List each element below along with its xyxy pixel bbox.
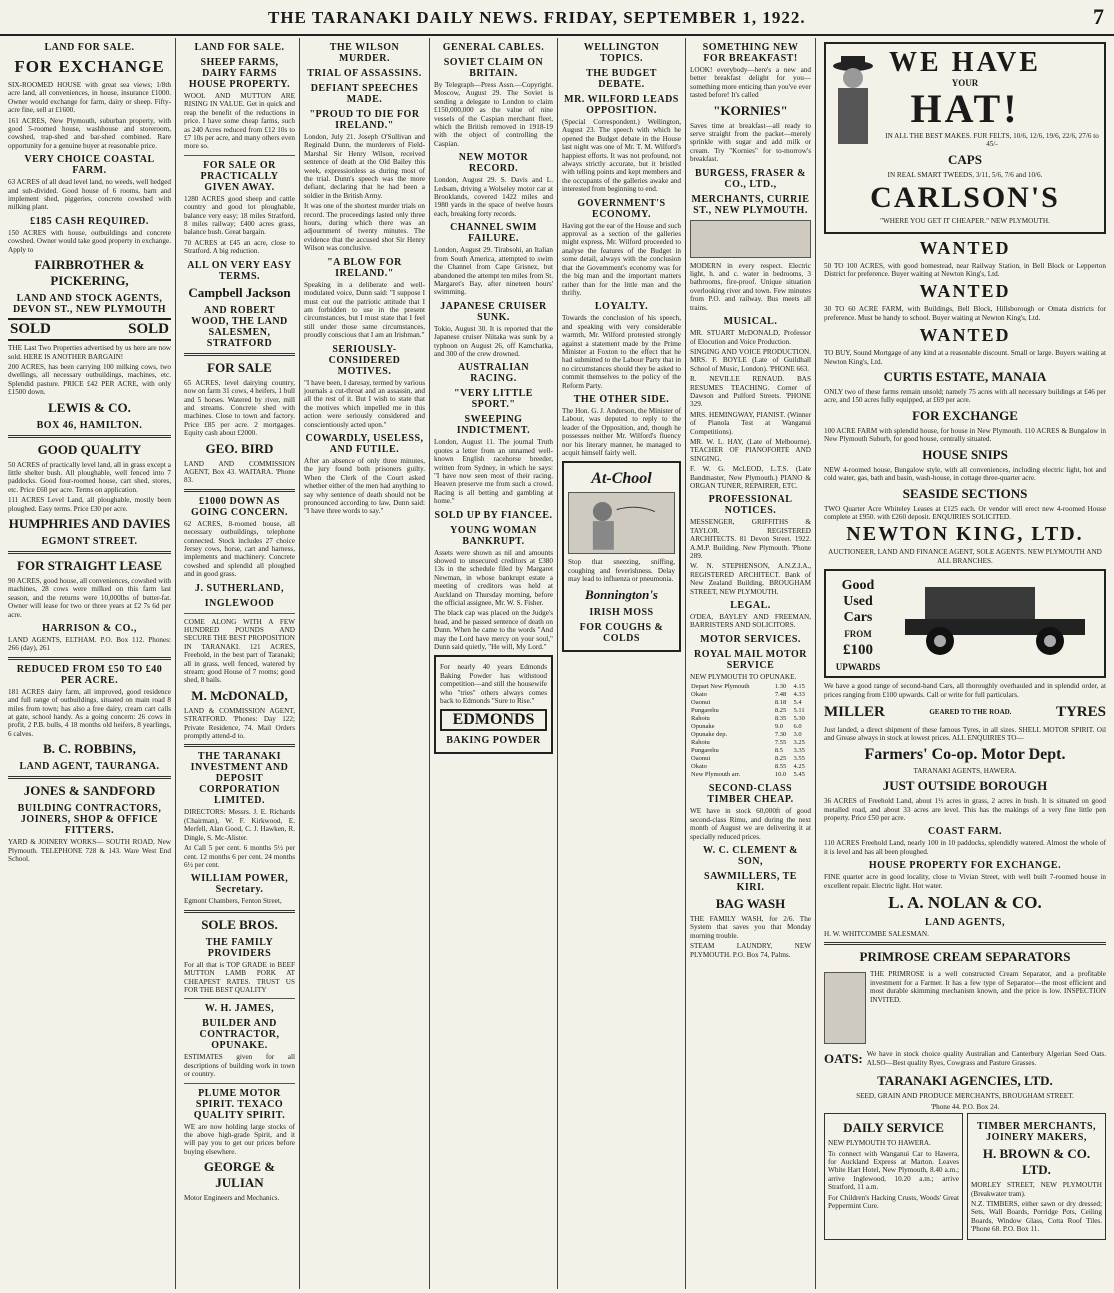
timetable-cell: 4.25 bbox=[793, 763, 805, 771]
article-subhead: "A BLOW FOR IRELAND." bbox=[327, 256, 402, 279]
ad-title: ROYAL MAIL MOTOR SERVICE bbox=[693, 648, 808, 671]
agent-address: LAND AND STOCK AGENTS, DEVON ST., NEW PLYMOUTH bbox=[12, 293, 167, 316]
agent-address: STEAM LAUNDRY, NEW PLYMOUTH. P.O. Box 74, Palms. bbox=[690, 942, 811, 959]
agent-name: Campbell Jackson bbox=[188, 284, 291, 300]
ad-body: YARD & JOINERY WORKS— SOUTH ROAD, New Plymouth. TELEPHONE 728 & 143. Ware West End School. bbox=[8, 838, 171, 864]
timetable-cell: 8.25 bbox=[774, 755, 787, 763]
agent-address: MORLEY STREET, NEW PLYMOUTH (Breakwater tram). bbox=[971, 1181, 1102, 1198]
ad-body: 100 ACRE FARM with splendid house, for house in New Plymouth. 110 ACRES & Bungalow in New Plymouth Suburb, for good house, centrally situated. bbox=[824, 426, 1106, 444]
notice: F. W. G. McLEOD, L.T.S. (Late Bandmaster, New Plymouth.) PIANO & ORGAN TUNER, REPAIRER, ETC. bbox=[690, 465, 811, 490]
timetable-cell: 8.18 bbox=[774, 699, 787, 707]
agent-name: J. SUTHERLAND, bbox=[195, 582, 284, 594]
ad-title: JUST OUTSIDE BOROUGH bbox=[882, 778, 1048, 794]
agent-address: AND ROBERT WOOD, THE LAND SALESMEN, STRATFORD bbox=[191, 304, 288, 349]
ad-body: For all that is TOP GRADE in BEEF MUTTON LAMB PORK AT CHEAPEST RATES. TRUST US FOR THE BEST QUALITY bbox=[184, 960, 295, 994]
agent-address: SEED, GRAIN AND PRODUCE MERCHANTS, BROUGHAM STREET. bbox=[856, 1092, 1074, 1101]
timetable-row bbox=[690, 683, 811, 691]
timetable-cell: 8.55 bbox=[774, 763, 787, 771]
agent-name: HARRISON & CO., bbox=[42, 623, 137, 634]
ad-body: 70 ACRES at £45 an acre, close to Stratford. A big reduction. bbox=[184, 238, 295, 256]
agent-name: W. H. JAMES, bbox=[204, 1003, 275, 1015]
agent-address: EGMONT STREET. bbox=[41, 535, 138, 547]
ad-title: THE TARANAKI INVESTMENT AND DEPOSIT CORPORATION LIMITED. bbox=[190, 751, 289, 807]
article-subhead: COWARDLY, USELESS, AND FUTILE. bbox=[305, 432, 424, 455]
ad-body: DIRECTORS: Messrs. J. E. Richards (Chairman), W. F. Kirkwood, E. Merfell, Alan Good, C. J. Hawken, R. Dingle, S. Mc-Alister. bbox=[184, 808, 295, 842]
article-body: By Telegraph—Press Assn.—Copyright. Moscow, August 29. The Soviet is sending a delegate to London to claim £150,000,000 as the value of nine vessels of the Caspian merchant fleet, which the British removed in 1918-19 with the object of controlling the Caspian. bbox=[434, 81, 553, 148]
cars-panel bbox=[830, 575, 886, 672]
page-number: 7 bbox=[1093, 4, 1104, 29]
ad-body: 65 ACRES, level dairying country, now on farm 31 cows, 4 heifers, 1 bull and 5 horses. Watered by river, mill and streams. Concrete shed with machines. Close to town and factory. Price £85 per acre. 2 mortgages. Equity cash about £2000. bbox=[184, 378, 295, 438]
timetable-cell: 8.5 bbox=[774, 747, 784, 755]
ad-body: COME ALONG WITH A FEW HUNDRED POUNDS AND SECURE THE BEST PROPOSITION IN TARANAKI. 121 ACRES, Freehold, in the best part of Taranaki; all in grass, well fenced, watered by stream; good House of 7 rooms; good shed, 8 bails. bbox=[184, 617, 295, 685]
timetable-row bbox=[690, 755, 811, 763]
agent-address: LAND & COMMISSION AGENT, STRATFORD. 'Phones: Day 122; Private Residence, 74. Mail Orders promptly attend-d to. bbox=[184, 706, 295, 741]
ad-foot: For Children's Hacking Crusts, Woods' Great Peppermint Cure. bbox=[828, 1193, 959, 1211]
agent-name: FAIRBROTHER & PICKERING, bbox=[34, 257, 145, 289]
caps-heading: CAPS bbox=[948, 151, 982, 167]
agent-name: JONES & SANDFORD bbox=[23, 783, 156, 799]
ad-body: THE FAMILY WASH, for 2/6. The System that saves you that Monday morning trouble. bbox=[690, 914, 811, 940]
newton-king-sub: AUCTIONEER, LAND AND FINANCE AGENT, SOLE AGENTS. NEW PLYMOUTH AND ALL BRANCHES. bbox=[828, 548, 1102, 565]
timetable-cell: 3.25 bbox=[793, 739, 805, 747]
article-subhead: THE BUDGET DEBATE. bbox=[586, 68, 657, 90]
timetable-cell: 5.45 bbox=[793, 771, 805, 779]
article-subhead: "PROUD TO DIE FOR IRELAND." bbox=[309, 109, 420, 131]
section-heading: LEGAL. bbox=[730, 600, 771, 612]
ad-body: 150 ACRES with house, outbuildings and concrete cowshed. Owner would take good property in exchange. Apply to bbox=[8, 228, 171, 254]
ad-title: REDUCED FROM £50 TO £40 PER ACRE. bbox=[16, 663, 163, 686]
ad-title: FOR SALE bbox=[207, 359, 272, 375]
miller-word: MILLER bbox=[824, 703, 885, 720]
cars-title: Good Used Cars bbox=[841, 578, 875, 626]
ad-subtitle: £185 CASH REQUIRED. bbox=[30, 215, 149, 227]
agent-address: LAND AGENT, TAURANGA. bbox=[19, 761, 160, 773]
ad-body: THE Last Two Properties advertised by us here are now sold. HERE IS ANOTHER BARGAIN! bbox=[8, 344, 171, 361]
ad-body: N.Z. TIMBERS, either sawn or dry dressed; Sets, Wall Boards, Porridge Pots, Ceiling Boards, Window Glass, Cotta Roof Tiles. 'Phone 68. P.O. Box 11. bbox=[971, 1200, 1102, 1234]
notice: R. NEVILLE RENAUD. BAS RESUMES TEACHING. Corner of Dawson and Pulford Streets. 'PHONE 329. bbox=[690, 375, 811, 409]
agent-name: L. A. NOLAN & CO. bbox=[888, 893, 1042, 912]
ad-title: SOMETHING NEW FOR BREAKFAST! bbox=[702, 42, 799, 64]
agent-address: Egmont Chambers, Fenton Street, bbox=[184, 897, 282, 906]
hat-headline: WE HAVE bbox=[889, 47, 1041, 78]
ad-title: GOOD QUALITY bbox=[37, 441, 142, 457]
miller-slogan: GEARED TO THE ROAD. bbox=[929, 708, 1012, 717]
column-wilson-murder bbox=[300, 38, 430, 1289]
used-cars-ad bbox=[824, 569, 1106, 678]
column-land-for-sale-2 bbox=[180, 38, 300, 1289]
agent-name: W. C. CLEMENT & SON, bbox=[702, 844, 798, 867]
timetable-cell: Okato bbox=[691, 691, 707, 699]
sold-label-left: SOLD bbox=[10, 321, 51, 338]
notice: W. N. STEPHENSON, A.N.Z.I.A., REGISTERED ARCHITECT. Bank of New Zealand Building, BROUGHAM STREET, NEW PLYMOUTH. bbox=[690, 562, 811, 596]
bonningtons-ad bbox=[562, 461, 681, 651]
ad-rates: At Call 5 per cent. 6 months 5½ per cent. 12 months 6 per cent. 24 months 6½ per cent. bbox=[184, 844, 295, 869]
article-body: Speaking in a deliberate and well-modulated voice, Dunn said: "I suppose I must cut out the patriotic attitude that I am forbidden to use in the present circumstances, but I must state that I feel still under those same circumstances, proudly conscious that I am an Irishman." bbox=[304, 280, 425, 340]
timetable-cell: 9.0 bbox=[774, 723, 784, 731]
edmonds-logo: EDMONDS bbox=[440, 709, 547, 731]
article-body: London, July 21. Joseph O'Sullivan and Reginald Dunn, the murderers of Field-Marshal Sir Henry Wilson, received sentence of death at the Old Bailey this week, expressionless as during most of the trial. Dunn's speech was the more defiant, declaring that he had been a soldier in the British Army. bbox=[304, 133, 425, 200]
notice: MR. STUART McDONALD, Professor of Elocution and Voice Production. bbox=[690, 329, 811, 346]
timetable-cell: Pungarehu bbox=[691, 747, 719, 755]
ad-body: 30 TO 60 ACRE FARM, with Buildings, Bell Block, Hillsborough or Omata districts for preference. Must be handy to school. Buyer waiting at Newton King's, Ltd. bbox=[824, 305, 1106, 322]
agent-name: TARANAKI AGENCIES, LTD. bbox=[877, 1073, 1053, 1089]
farmers-coop-logo: Farmers' Co-op. Motor Dept. bbox=[864, 745, 1066, 763]
ad-subtitle: NEW PLYMOUTH TO HAWERA. bbox=[828, 1139, 931, 1148]
ad-body: TO BUY, Sound Mortgage of any kind at a reasonable discount. Small or large. Buyers waiting at Newton King's, Ltd. bbox=[824, 349, 1106, 366]
agent-address: THE FAMILY PROVIDERS bbox=[205, 936, 274, 959]
timetable-cell: 7.30 bbox=[774, 731, 787, 739]
ad-body: LOOK! everybody—here's a new and better breakfast delight for you—something more enticing than you've ever tasted before! It's called bbox=[690, 66, 811, 100]
article-body: After an absence of only three minutes, the jury found both prisoners guilty. When the Clerk of the Court asked whether either of the men had anything to say why sentence of death should not be pronounced according to law, Dunn said: "I have three words to say." bbox=[304, 456, 425, 516]
agent-address: BUILDING CONTRACTORS, JOINERS, SHOP & OFFICE FITTERS. bbox=[17, 803, 162, 837]
ad-title: CURTIS ESTATE, MANAIA bbox=[883, 369, 1047, 385]
section-heading: MUSICAL. bbox=[723, 316, 778, 328]
timetable-cell: Rahotu bbox=[691, 739, 710, 747]
article-subhead: CHANNEL SWIM FAILURE. bbox=[450, 222, 537, 245]
section-heading: LAND FOR SALE. bbox=[194, 42, 285, 53]
agent-contact: 'Phone 44. P.O. Box 24. bbox=[930, 1102, 1000, 1111]
timetable-cell: 5.4 bbox=[793, 699, 802, 707]
timetable-cell: 6.0 bbox=[793, 723, 802, 731]
timetable-cell: 5.11 bbox=[793, 707, 805, 715]
article-body: (Special Correspondent.) Wellington, August 23. The speech with which he opened the Budget debate in the House last night was one of Mr. T. M. Wilford's happiest efforts. It was not profound, not always strictly accurate, but it bristled with telling points and kept members and the occupants of the galleries awake and interested from beginning to end. bbox=[562, 118, 681, 194]
article-body: The Hon. G. J. Anderson, the Minister of Labour, was deputed to reply to the leader of the Opposition, and, though he possesses neither Mr. Wilford's fluency nor his literary manner, he managed to acquit himself fairly well. bbox=[562, 406, 681, 457]
ad-body: FINE quarter acre in good locality, close to Vivian Street, with well built 7-roomed house in excellent repair. Electric light. Hot water. bbox=[824, 873, 1106, 890]
timetable-cell: 4.33 bbox=[793, 691, 805, 699]
ad-title: HOUSE SNIPS bbox=[922, 446, 1008, 462]
article-subhead: NEW MOTOR RECORD. bbox=[458, 152, 529, 175]
masthead-bar bbox=[0, 0, 1114, 36]
article-body: Towards the conclusion of his speech, and speaking with very considerable warmth, Mr. Wilford protested strongly against a statement made by the Prime Minister at Foxton to the effect that he had submitted to the Labour Party that in no circumstances should they be asked to commit themselves to the policy of the Reform Party. bbox=[562, 314, 681, 390]
article-headline: AUSTRALIAN RACING. bbox=[457, 362, 530, 385]
notice: MR. W. L. HAY, (Late of Melbourne). TEACHER OF PIANOFORTE AND SINGING. bbox=[690, 437, 811, 463]
ad-body: We have a good range of second-hand Cars, all thoroughly overhauled and in splendid order, at prices ranging from £100 upwards. Call or write for full particulars. bbox=[824, 682, 1106, 699]
article-subhead: "VERY LITTLE SPORT." bbox=[454, 388, 533, 411]
article-subhead: SOVIET CLAIM ON BRITAIN. bbox=[443, 57, 544, 79]
agent-address: Motor Engineers and Mechanics. bbox=[184, 1194, 280, 1203]
miller-banner bbox=[824, 701, 1106, 724]
footer-ads bbox=[824, 1113, 1106, 1239]
ad-body: Just landed, a direct shipment of these famous Tyres, in all sizes. SHELL MOTOR SPIRIT. Oil and Grease always in stock at lowest prices. ALL ENQUIRIES TO— bbox=[824, 725, 1106, 743]
column-land-for-sale bbox=[4, 38, 176, 1289]
article-subhead: TRIAL OF ASSASSINS. bbox=[307, 68, 422, 79]
ad-body: For nearly 40 years Edmonds Baking Powder has withstood competition—and still the housewife who "tries" others always comes back to Edmonds "Sure to Rise." bbox=[440, 663, 547, 706]
man-hat-icon bbox=[830, 54, 876, 144]
timetable-cell: Opunake dep. bbox=[691, 731, 728, 739]
ad-title: TIMBER MERCHANTS, JOINERY MAKERS, bbox=[976, 1121, 1097, 1144]
ad-title: SHEEP FARMS, DAIRY FARMS HOUSE PROPERTY. bbox=[188, 57, 291, 90]
brown-co-ad bbox=[967, 1113, 1106, 1239]
timetable-cell: New Plymouth arr. bbox=[691, 771, 741, 779]
timetable-row bbox=[690, 763, 811, 771]
hat-your: YOUR bbox=[951, 78, 979, 88]
ad-title: SEASIDE SECTIONS bbox=[902, 485, 1028, 501]
timetable-cell: Oaonui bbox=[691, 755, 711, 763]
agent-name: HUMPHRIES AND DAVIES bbox=[8, 515, 171, 531]
ad-body: MODERN in every respect. Electric light, h. and c. water in bedrooms, 3 bathrooms, fire-proof. Unique situation overlooking river and town. Few minutes from P.O. and railway. Bus meets all trains. bbox=[690, 261, 811, 312]
timetable-cell: 7.55 bbox=[774, 739, 787, 747]
ad-title: SECOND-CLASS TIMBER CHEAP. bbox=[707, 783, 794, 806]
section-heading: MOTOR SERVICES. bbox=[700, 633, 801, 645]
carlsons-tagline: "WHERE YOU GET IT CHEAPER." NEW PLYMOUTH. bbox=[880, 217, 1050, 226]
caps-prices: IN REAL SMART TWEEDS, 3/11, 5/6, 7/6 and 10/6. bbox=[887, 170, 1043, 179]
article-headline: GENERAL CABLES. bbox=[442, 42, 545, 53]
timetable-cell: Oaonui bbox=[691, 699, 711, 707]
timetable-cell: 7.48 bbox=[774, 691, 787, 699]
ad-title: FOR EXCHANGE bbox=[14, 57, 165, 76]
notice: MRS. HEMINGWAY, PIANIST. (Winner of Pianola Test at Wanganui Competitions). bbox=[690, 410, 811, 436]
notice: O'DEA, BAYLEY AND FREEMAN, BARRISTERS AND SOLICITORS. bbox=[690, 613, 811, 630]
timetable-cell: 8.25 bbox=[774, 707, 787, 715]
wanted-heading: WANTED bbox=[919, 281, 1011, 302]
ad-body: 1280 ACRES good sheep and cattle country and good lot ploughable, balance very easy; 18 miles Stratford, 8 miles railway; £400 acres grass, balance bush. Great bargain. bbox=[184, 194, 295, 237]
article-body: London, August 11. The journal Truth quotes a letter from an unnamed well-known English racehorse breeder, written from Sydney, in which he says: "I have now seen most of their racing. Heaven preserve me from such a crowd. Racing is all betting and gambling at home." bbox=[434, 438, 553, 506]
timetable-row bbox=[690, 715, 811, 723]
article-body: London, August 29. S. Davis and L. Ledsam, driving a Wolseley motor car at Brooklands, covered 1422 miles and 1980 yards in the space of twelve hours each, breaking forty records. bbox=[434, 176, 553, 218]
ad-body: WOOL AND MUTTON ARE RISING IN VALUE. Get in quick and reap the benefit of the reductions in price. I have some cheap farms, such as 240 Acres reduced from £12 10s to £7 10s per acre, and many others even more so. bbox=[184, 92, 295, 151]
article-body: Tokio, August 30. It is reported that the Japanese cruiser Niitaka was sunk by a typhoon on August 26, off Kamchatka, and 300 of the crew drowned. bbox=[434, 324, 553, 358]
timetable-row bbox=[690, 707, 811, 715]
agent-address: BOX 46, HAMILTON. bbox=[36, 419, 143, 431]
article-subhead: SERIOUSLY-CONSIDERED MOTIVES. bbox=[328, 343, 401, 377]
timetable-cell: Pungarehu bbox=[691, 707, 719, 715]
article-subhead: JAPANESE CRUISER SUNK. bbox=[440, 300, 547, 323]
article-subhead: YOUNG WOMAN BANKRUPT. bbox=[450, 524, 537, 547]
timetable-cell: Opunake bbox=[691, 723, 715, 731]
agent-name: LEWIS & CO. bbox=[48, 399, 131, 415]
article-subhead: THE OTHER SIDE. bbox=[573, 393, 670, 405]
timetable-row bbox=[690, 699, 811, 707]
cars-price: £100 bbox=[843, 642, 873, 659]
ad-body: NEW 4-roomed house, Bungalow style, with all conveniences, including electric light, hot and cold water, gas, bath and basin, wash-house, in cottage three-quarter acre. bbox=[824, 465, 1106, 483]
section-heading: LAND FOR SALE. bbox=[44, 42, 135, 53]
oats-heading: OATS: bbox=[824, 1051, 863, 1067]
article-headline: SOLD UP BY FIANCEE. bbox=[434, 509, 553, 521]
timetable-row bbox=[690, 723, 811, 731]
timetable-cell: Rahotu bbox=[691, 715, 710, 723]
timetable-cell: 3.35 bbox=[793, 747, 805, 755]
article-subhead: DEFIANT SPEECHES MADE. bbox=[310, 83, 419, 105]
figure-icon bbox=[569, 493, 674, 553]
motor-car-icon bbox=[890, 579, 1100, 657]
ad-body: 50 ACRES of practically level land, all in grass except a little shelter bush. All ploughable, well fenced into 7 paddocks. Good four-roomed house, cart shed, stores, etc. Price £60 per acre. Terms on application. bbox=[8, 460, 171, 494]
ad-body: 50 TO 100 ACRES, with good homestead, near Railway Station, in Bell Block or Lepperton District for preference. Buyer waiting at Newton King's, Ltd. bbox=[824, 261, 1106, 279]
ad-body: SIX-ROOMED HOUSE with great sea views; 1/8th acre land, all conveniences, in house, insurance £1000. Owner would exchange for farm, dairy or sheep. Fifty-acre fine, sell at £1600. bbox=[8, 81, 171, 115]
wanted-heading: WANTED bbox=[919, 325, 1011, 346]
ad-body: 111 ACRES Level Land, all ploughable, mostly been ploughed. Easy terms. Price £30 per acre. bbox=[8, 496, 171, 513]
timetable-cell: 5.30 bbox=[793, 715, 805, 723]
ad-body: 110 ACRES Freehold Land, nearly 100 in 10 paddocks, splendidly watered. Almost the whole of it is level and has all been ploughed. bbox=[824, 839, 1106, 856]
ad-body: TWO Quarter Acre Whiteley Leases at £125 each. Or vendor will erect new 4-roomed House complete at £950. with £260 deposit. ENQUIRIES SOLICITED. bbox=[824, 504, 1106, 521]
timetable-row bbox=[690, 731, 811, 739]
agent-address: LAND AGENTS, bbox=[925, 917, 1005, 928]
ad-body: 36 ACRES of Freehold Land, about 1½ acres in grass, 2 acres in bush. It is situated on good metalled road, and about 33 acres are level. This has the makings of a very fine little pen property. Price £50 per acre. bbox=[824, 797, 1106, 822]
ad-body: WE are now holding large stocks of the above high-grade Spirit, and it will pay you to get our prices before buying elsewhere. bbox=[184, 1122, 295, 1156]
ad-brand: Bonnington's bbox=[585, 586, 658, 602]
ad-title: BAG WASH bbox=[715, 895, 786, 911]
ad-body: 90 ACRES, good house, all conveniences, cowshed with machines, 28 cows were milked on this farm last season, and the returns were 10,000lbs of butter-fat. Owner will lease for two or three years at £2 7s 6d per acre. bbox=[8, 576, 171, 619]
ad-body: 161 ACRES, New Plymouth, suburban property, with good 5-roomed house, washhouse and storeroom, cowshed, trap-shed and bar-shed combined. Rare opportunity for a genuine buyer at reasonable price. bbox=[8, 116, 171, 150]
ad-body: 63 ACRES of all dead level land, no weeds, well hedged and sub-divided. Good house of 6 rooms, barn and implement shed, piggeries, concrete cowshed with milking plant. bbox=[8, 178, 171, 212]
agent-address: MERCHANTS, CURRIE ST., NEW PLYMOUTH. bbox=[691, 193, 810, 216]
article-subhead: MR. WILFORD LEADS OPPOSITION. bbox=[564, 94, 679, 116]
ad-subtitle: HOUSE PROPERTY FOR EXCHANGE. bbox=[868, 860, 1062, 872]
column-notices bbox=[686, 38, 816, 1289]
ad-body: 181 ACRES dairy farm, all improved, good residence and full range of outbuildings, situated on main road 8 miles from town; has also a free dairy, cream cart calls at gate, school handy. As a going concern: 26 cows in profit, 2 P.B. bulls, 4 18 months old heifers, 8 yearlings, 6 calves. bbox=[8, 687, 171, 738]
article-subhead: LOYALTY. bbox=[594, 301, 649, 313]
ad-body: To connect with Wanganui Car to Hawera, for Auckland Express at Marton. Leaves White Hart Hotel, New Plymouth, 8.40 a.m.; arrive Inglewood, 10.20 a.m.; arrive Stratford, 11 a.m. bbox=[828, 1149, 959, 1192]
agent-address: LAND AGENTS, ELTHAM. P.O. Box 112. Phones: 266 (day), 261 bbox=[8, 636, 171, 653]
cars-from: FROM bbox=[844, 629, 872, 640]
article-body: Having got the ear of the House and such approval as a section of the galleries might express, Mr. Wilford proceeded to analyse the features of the Budget in some detail, always with the conclusion that the Government's economy was for the big man and the important matters rather than for the little man and the thrifty. bbox=[562, 221, 681, 297]
newton-king-logo: NEWTON KING, LTD. bbox=[846, 523, 1084, 546]
agent-address: INGLEWOOD bbox=[204, 597, 275, 609]
ad-body: ESTIMATES given for all descriptions of building work in town or country. bbox=[184, 1053, 295, 1079]
agent-address: BUILDER AND CONTRACTOR, OPUNAKE. bbox=[199, 1018, 280, 1052]
ad-headline: At-Chool bbox=[591, 470, 652, 488]
article-subhead: SWEEPING INDICTMENT. bbox=[456, 414, 531, 437]
ad-body: Saves time at breakfast—all ready to serve straight from the packet—merely sprinkle with sugar and add milk or cream. Try "Kornies" for to-morrow's breakfast. bbox=[690, 121, 811, 164]
timetable-cell: Okato bbox=[691, 763, 707, 771]
agent-address: H. W. WHITCOMBE SALESMAN. bbox=[824, 930, 929, 938]
hotel-illustration bbox=[690, 220, 811, 258]
carlsons-hat-ad bbox=[824, 42, 1106, 234]
notice: MESSENGER, GRIFFITHS & TAYLOR. REGISTERED ARCHITECTS. 81 Devon Street. 1922. A.M.P. Building, New Plymouth. 'Phone 289. bbox=[690, 518, 811, 561]
article-headline: THE WILSON MURDER. bbox=[329, 42, 400, 64]
section-heading: PROFESSIONAL NOTICES. bbox=[708, 494, 793, 517]
tyres-word: TYRES bbox=[1055, 703, 1106, 720]
ad-body: Stop that sneezing, sniffing, coughing and feverishness. Delay may lead to influenza or pneumonia. bbox=[568, 558, 675, 584]
ad-tagline: FOR COUGHS & COLDS bbox=[579, 621, 664, 644]
ad-subtitle: NEW PLYMOUTH TO OPUNAKE. bbox=[690, 672, 797, 681]
oats-row bbox=[824, 1048, 1106, 1070]
cars-upwards: UPWARDS bbox=[835, 662, 881, 673]
ad-note: ALL ON VERY EASY TERMS. bbox=[187, 259, 292, 282]
ad-subtitle: COAST FARM. bbox=[927, 826, 1003, 838]
agent-name: M. McDONALD, bbox=[191, 687, 288, 703]
agent-address: LAND AND COMMISSION AGENT, Box 43. WAITARA. 'Phone 83. bbox=[184, 459, 295, 485]
hat-prices: IN ALL THE BEST MAKES. FUR FELTS, 10/6, 12/6, 19/6, 22/6, 27/6 to 45/- bbox=[885, 132, 1099, 149]
timetable-cell: 3.55 bbox=[793, 755, 805, 763]
agent-name: GEO. BIRD bbox=[205, 440, 274, 456]
ad-title: FOR SALE OR PRACTICALLY GIVEN AWAY. bbox=[200, 159, 279, 193]
ad-subtitle: VERY CHOICE COASTAL FARM. bbox=[24, 154, 155, 177]
carlsons-logo: CARLSON'S bbox=[870, 181, 1060, 215]
notice: SINGING AND VOICE PRODUCTION. MRS. F. BOYLE (Late of Guildhall School of Music, London). 'PHONE 663. bbox=[690, 347, 811, 373]
article-body: "I have been, I daresay, termed by various journals a cut-throat and an assassin, and all the rest of it. But I wish to state that the motives which impelled me in this action were seriously considered and conscientiously acted upon." bbox=[304, 378, 425, 429]
agent-name: BURGESS, FRASER & CO., LTD., bbox=[694, 167, 807, 190]
timetable-cell: 1.30 bbox=[774, 683, 787, 691]
timetable-cell: 8.35 bbox=[774, 715, 787, 723]
ad-body: 62 ACRES, 8-roomed house, all necessary outbuildings, telephone connected. Stock includes 27 choice Jersey cows, horse, cart and harness, implements and machinery. Concrete cowshed and splendid all ploughed and in good grass. bbox=[184, 519, 295, 579]
article-body: London, August 29. Tirabsohi, an Italian from South America, attempted to swim the Channel from Cape Grisnez, but abandoned the attempt ten miles from St. Margaret's Bay, after nineteen hours' swimming. bbox=[434, 246, 553, 297]
agent-name: SOLE BROS. bbox=[201, 916, 278, 932]
timetable-cell: 4.15 bbox=[793, 683, 805, 691]
column-general-cables bbox=[430, 38, 558, 1289]
ad-body: THE PRIMROSE is a well constructed Cream Separator, and a profitable investment for a Farmer. It has a few type of Separator—the most efficient and most durable skimming mechanism known, and the price is low. INSPECTION INVITED. bbox=[870, 970, 1106, 1004]
ad-body: ONLY two of these farms remain unsold; namely 75 acres with all necessary buildings at £46 per acre, and 150 acres fully equipped, at £69 per acre. bbox=[824, 388, 1106, 405]
ad-title: £1000 DOWN AS GOING CONCERN. bbox=[190, 495, 288, 518]
article-subhead: GOVERNMENT'S ECONOMY. bbox=[577, 197, 666, 220]
masthead-title: THE TARANAKI DAILY NEWS. FRIDAY, SEPTEMBER 1, 1922. bbox=[268, 8, 806, 27]
sneezing-figure-illustration bbox=[568, 492, 675, 554]
ad-product: IRISH MOSS bbox=[589, 606, 654, 618]
article-body: It was one of the shortest murder trials on record. The proceedings lasted only three hours, during which there was an adjournment of twenty minutes. The evidence that the accused shot Sir Henry Wilson was conclusive. bbox=[304, 202, 425, 253]
agent-name: H. BROWN & CO. LTD. bbox=[982, 1146, 1091, 1178]
article-headline: WELLINGTON TOPICS. bbox=[583, 42, 660, 64]
timetable-cell: Depart New Plymouth bbox=[691, 683, 750, 691]
ad-body: We have in stock choice quality Australian and Canterbury Algerian Seed Oats. ALSO—Best quality Ryes, Cowgrass and Pasture Grasses. bbox=[866, 1050, 1106, 1067]
hat-word: HAT! bbox=[910, 86, 1020, 131]
article-body: Assets were shown as nil and amounts showed to unsecured creditors at £380 13s in the schedule filed by Margaret Newman, in whose bankrupt estate a meeting of creditors was held at Auckland on Thursday morning, before the official assignee, Mr. W. S. Fisher. bbox=[434, 548, 553, 608]
wanted-heading: WANTED bbox=[919, 237, 1011, 258]
agent-name: B. C. ROBBINS, bbox=[43, 741, 136, 757]
column-wellington-topics bbox=[558, 38, 686, 1289]
article-body: The black cap was placed on the Judge's head, and he passed sentence of death on Dunn. When he came to the words "And may the Lord have mercy on your soul," Dunn said quietly, "He will, My Lord." bbox=[434, 609, 553, 652]
sold-label-right: SOLD bbox=[128, 321, 169, 338]
timetable-cell: 3.0 bbox=[793, 731, 802, 739]
agent-address: TARANAKI AGENTS, HAWERA. bbox=[913, 766, 1017, 775]
ad-title: FOR EXCHANGE bbox=[912, 407, 1018, 423]
ad-body: 200 ACRES, has been carrying 100 milking cows, two dwellings, all necessary outbuildings, machines, etc. Splendid pasture. PRICE £42 PER ACRE, with only £1500 down. bbox=[8, 362, 171, 397]
ad-body: WE have in stock 60,000ft of good second-class Rimu, and during the next month of August we are delivering it at specially reduced prices. bbox=[690, 807, 811, 841]
sold-banner bbox=[8, 318, 171, 341]
ad-title: PLUME MOTOR SPIRIT. TEXACO QUALITY SPIRIT. bbox=[193, 1087, 286, 1121]
agent-name: GEORGE & JULIAN bbox=[203, 1159, 276, 1191]
timetable-row bbox=[690, 771, 811, 779]
ad-title: FOR STRAIGHT LEASE bbox=[17, 557, 162, 573]
ad-title: PRIMROSE CREAM SEPARATORS bbox=[859, 949, 1071, 965]
timetable bbox=[690, 683, 811, 779]
ad-title: DAILY SERVICE bbox=[843, 1120, 944, 1136]
timetable-row bbox=[690, 747, 811, 755]
timetable-row bbox=[690, 739, 811, 747]
column-display-ads bbox=[820, 38, 1110, 1289]
daily-service-ad bbox=[824, 1113, 963, 1239]
timetable-row bbox=[690, 691, 811, 699]
edmonds-ad bbox=[434, 655, 553, 753]
agent-name: WILLIAM POWER, Secretary. bbox=[190, 873, 289, 896]
timetable-cell: 10.0 bbox=[774, 771, 787, 779]
edmonds-tagline: BAKING POWDER bbox=[446, 734, 541, 746]
separator-icon bbox=[824, 972, 866, 1044]
agent-address: SAWMILLERS, TE KIRI. bbox=[704, 870, 797, 893]
kornies-brand: "KORNIES" bbox=[713, 102, 788, 118]
primrose-row bbox=[824, 968, 1106, 1048]
